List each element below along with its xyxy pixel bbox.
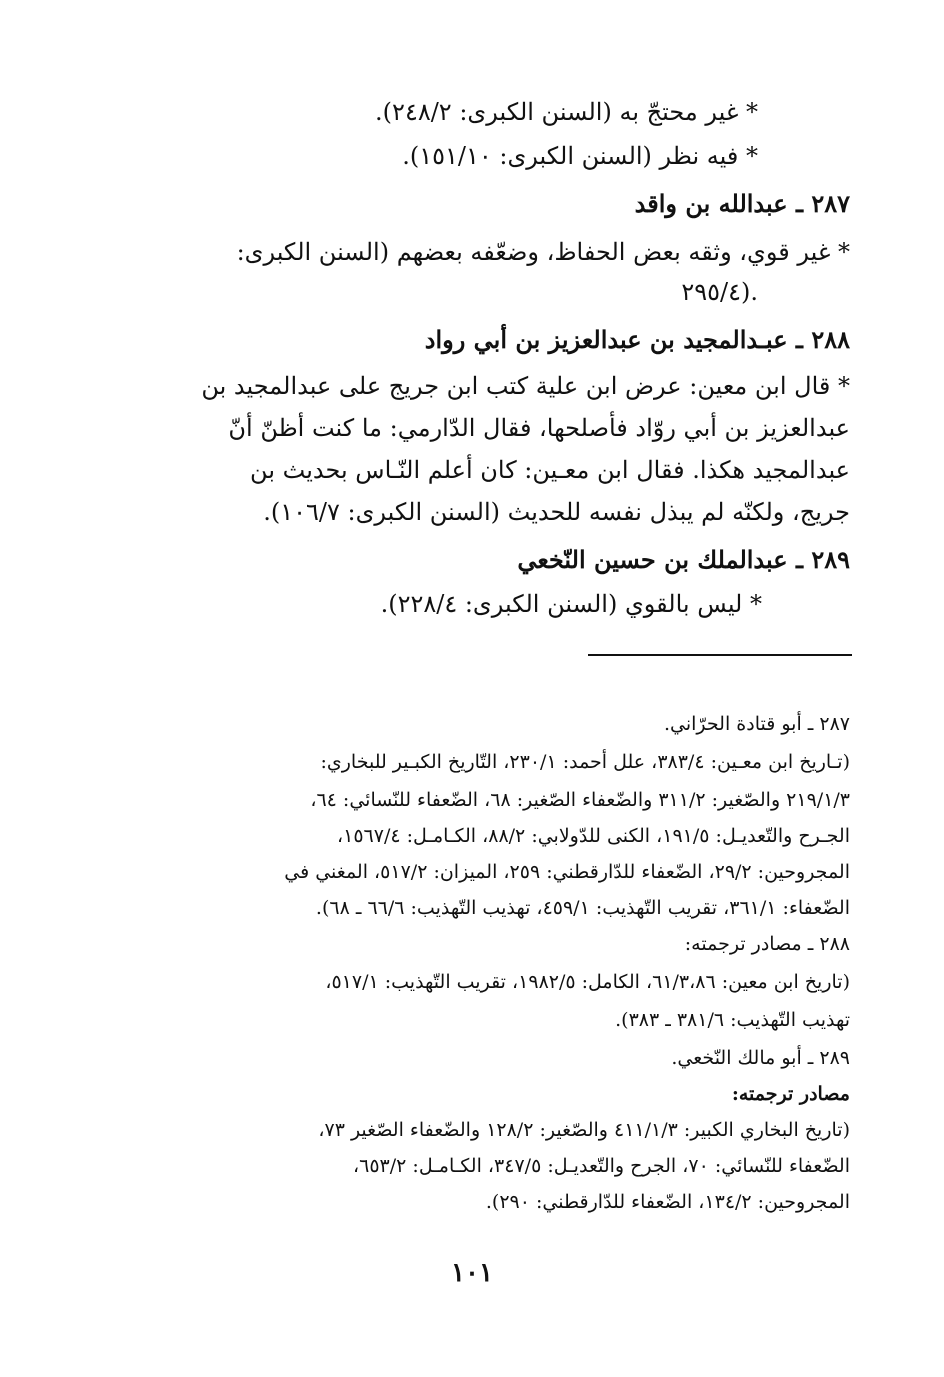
main-line-5: ٢٩٥/٤). (681, 278, 758, 306)
footnote-line-8: (تاريخ ابن معين: ٦١/٣،٨٦، الكامل: ١٩٨٢/٥، تقريب التّهذيب: ٥١٧/١، (325, 971, 850, 993)
page-number: ١٠١ (451, 1258, 493, 1288)
footnote-heading-288: ٢٨٨ ـ مصادر ترجمته: (684, 933, 850, 955)
footnote-line-6: الضّعفاء: ٣٦١/١، تقريب التّهذيب: ٤٥٩/١، تهذيب التّهذيب: ٦٦/٦ ـ ٦٨). (315, 897, 850, 919)
footnote-sources-label: مصادر ترجمته: (731, 1083, 850, 1105)
footnote-line-5: المجروحين: ٢٩/٢، الضّعفاء للدّارقطني: ٢٥٩، الميزان: ٥١٧/٢، المغني في (284, 861, 850, 883)
footnote-line-13: الضّعفاء للنّسائي: ٧٠، الجرح والتّعديـل: ٣٤٧/٥، الكـامـل: ٦٥٣/٢، (353, 1155, 850, 1177)
entry-heading-289: ٢٨٩ ـ عبدالملك بن حسين النّخعي (517, 545, 850, 574)
main-line-1: * غير محتجّ به (السنن الكبرى: ٢٤٨/٢). (375, 98, 758, 126)
footnote-line-9: تهذيب التّهذيب: ٣٨١/٦ ـ ٣٨٣). (615, 1009, 850, 1031)
main-line-2: * فيه نظر (السنن الكبرى: ١٥١/١٠). (402, 142, 758, 170)
footnote-line-2: (تـاريخ ابن معـين: ٣٨٣/٤، علل أحمد: ٢٣٠/١، التّاريخ الكبـير للبخاري: (320, 751, 850, 773)
footnote-line-3: ٢١٩/١/٣ والصّغير: ٣١١/٢ والضّعفاء الصّغير: ٦٨، الضّعفاء للنّسائي: ٦٤، (310, 789, 850, 811)
entry-heading-288: ٢٨٨ ـ عبـدالمجيد بن عبدالعزيز بن أبي رواد (424, 325, 850, 354)
footnote-heading-289: ٢٨٩ ـ أبو مالك النّخعي. (671, 1047, 850, 1069)
entry-heading-287: ٢٨٧ ـ عبدالله بن واقد (634, 189, 850, 218)
main-line-8: عبدالعزيز بن أبي روّاد فأصلحها، فقال الدّارمي: ما كنت أظنّ أنّ (228, 414, 850, 442)
footnote-divider (588, 654, 852, 656)
main-line-12: * ليس بالقوي (السنن الكبرى: ٢٢٨/٤). (380, 590, 762, 618)
main-line-9: عبدالمجيد هكذا. فقال ابن معـين: كان أعلم النّـاس بحديث بن (250, 456, 850, 484)
footnote-heading-287: ٢٨٧ ـ أبو قتادة الحرّاني. (663, 713, 850, 735)
footnote-line-4: الجـرح والتّعديـل: ١٩١/٥، الكنى للدّولابي: ٨٨/٢، الكـامـل: ١٥٦٧/٤، (337, 825, 850, 847)
main-line-4: * غير قوي، وثقه بعض الحفاظ، وضعّفه بعضهم (السنن الكبرى: (236, 238, 850, 266)
main-line-10: جريج، ولكنّه لم يبذل نفسه للحديث (السنن الكبرى: ١٠٦/٧). (263, 498, 850, 526)
main-line-7: * قال ابن معين: عرض ابن علية كتب ابن جريج على عبدالمجيد بن (201, 372, 850, 400)
footnote-line-14: المجروحين: ١٣٤/٢، الضّعفاء للدّارقطني: ٢٩٠). (485, 1191, 850, 1213)
footnote-line-12: (تاريخ البخاري الكبير: ٤١١/١/٣ والصّغير: ١٢٨/٢ والضّعفاء الصّغير ٧٣، (318, 1119, 850, 1141)
